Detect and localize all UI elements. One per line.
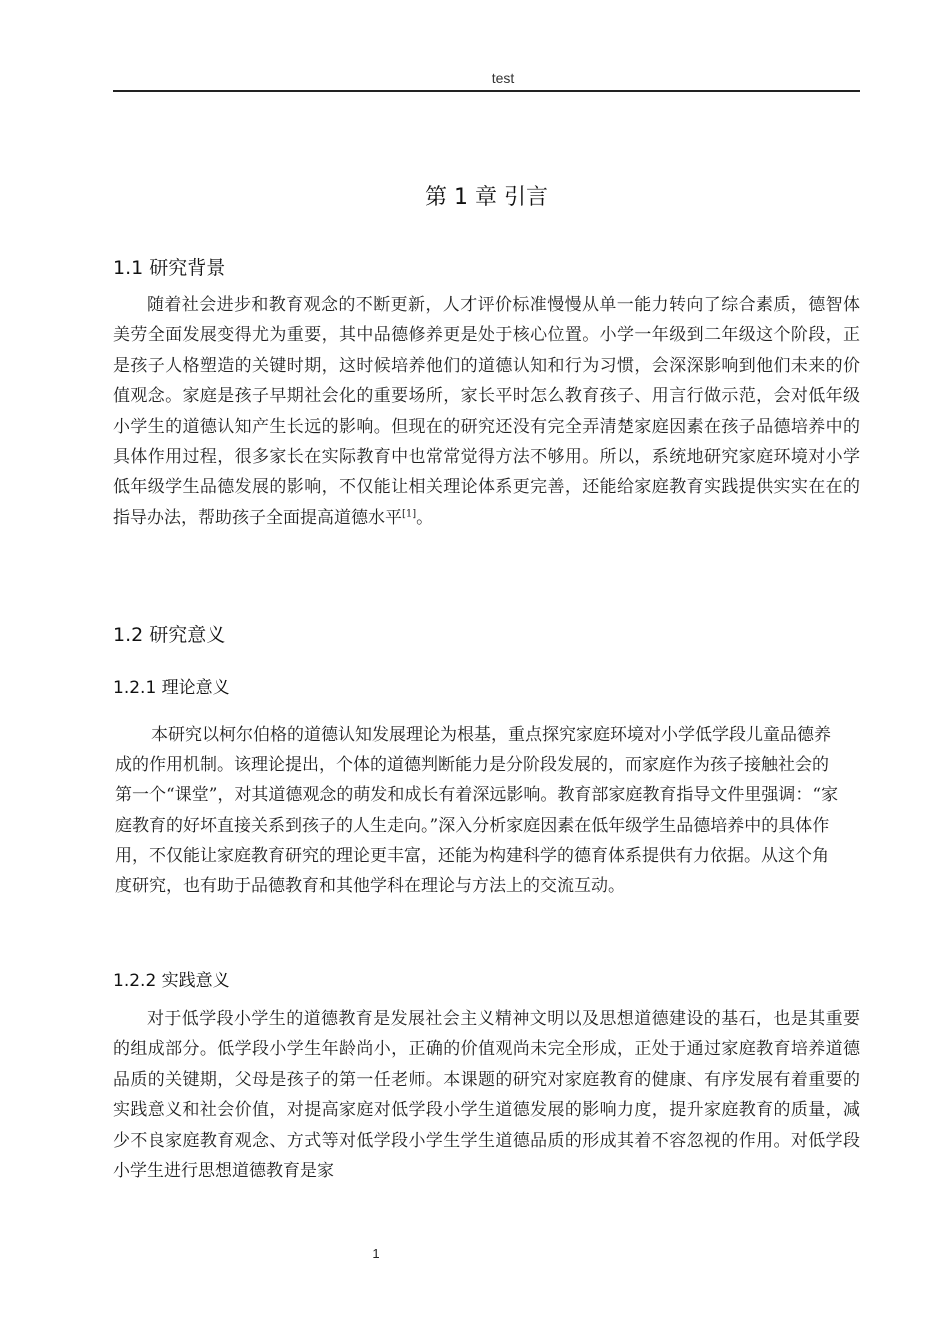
paragraph-theoretical-significance: 本研究以柯尔伯格的道德认知发展理论为根基，重点探究家庭环境对小学低学段儿童品德养成的作用机制。该理论提出，个体的道德判断能力是分阶段发展的，而家庭作为孩子接触社会的第一个“课堂”，对其道德观念的萌发和成长有着深远影响。教育部家庭教育指导文件里强调：“家庭教育的好坏直接关系到孩子的人生走向。”深入分析家庭因素在低年级学生品德培养中的具体作用，不仅能让家庭教育研究的理论更丰富，还能为构建科学的德育体系提供有力依据。从这个角度研究，也有助于品德教育和其他学科在理论与方法上的交流互动。 [115,725,839,897]
section-heading-1-2-1: 1.2.1 理论意义 [113,678,230,698]
page-header: test [491,70,515,86]
page-number: 1 [372,1246,380,1261]
paragraph-background-text: 随着社会进步和教育观念的不断更新，人才评价标准慢慢从单一能力转向了综合素质，德智体美劳全面发展变得尤为重要，其中品德修养更是处于核心位置。小学一年级到二年级这个阶段，正是孩子人格塑造的关键时期，这时候培养他们的道德认知和行为习惯，会深深影响到他们未来的价值观念。家庭是孩子早期社会化的重要场所，家长平时怎么教育孩子、用言行做示范，会对低年级小学生的道德认知产生长远的影响。但现在的研究还没有完全弄清楚家庭因素在孩子品德培养中的具体作用过程，很多家长在实际教育中也常常觉得方法不够用。所以，系统地研究家庭环境对小学低年级学生品德发展的影响，不仅能让相关理论体系更完善，还能给家庭教育实践提供实实在在的指导办法，帮助孩子全面提高道德水平 [113,295,860,528]
paragraph-background-end: 。 [416,507,434,528]
header-rule [113,90,860,92]
paragraph-background [113,290,860,533]
paragraph-practical-significance: 对于低学段小学生的道德教育是发展社会主义精神文明以及思想道德建设的基石，也是其重要的组成部分。低学段小学生年龄尚小，正确的价值观尚未完全形成，正处于通过家庭教育培养道德品质的关键期，父母是孩子的第一任老师。本课题的研究对家庭教育的健康、有序发展有着重要的实践意义和社会价值，对提高家庭对低学段小学生道德发展的影响力度，提升家庭教育的质量，减少不良家庭教育观念、方式等对低学段小学生学生道德品质的形成其着不容忽视的作用。对低学段小学生进行思想道德教育是家 [113,1009,860,1182]
chapter-title: 第 1 章 引言 [425,185,548,210]
section-heading-1-2: 1.2 研究意义 [113,624,226,646]
section-heading-1-2-2: 1.2.2 实践意义 [113,971,230,991]
section-heading-1-1: 1.1 研究背景 [113,257,226,279]
citation-ref-1[interactable]: [1] [402,508,417,520]
